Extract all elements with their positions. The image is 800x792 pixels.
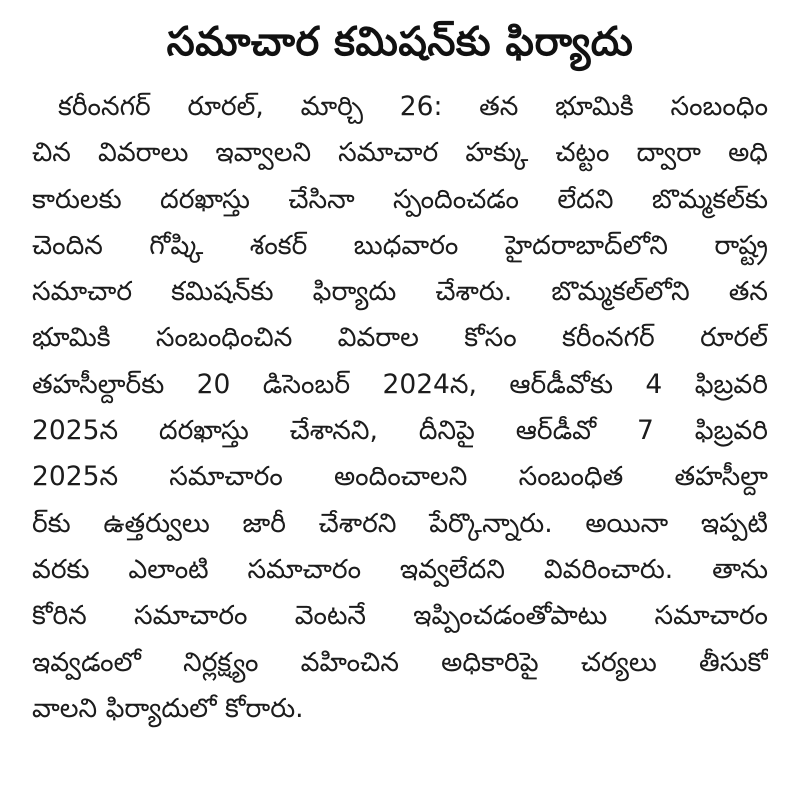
body-line: వాలని ఫిర్యాదులో కోరారు. — [32, 692, 304, 724]
body-line: కరీంనగర్ రూరల్, మార్చి 26: తన భూమికి సంబంధిం — [58, 91, 768, 122]
body-line: 2025న సమాచారం అందించాలని సంబంధిత తహసీల్దా — [32, 461, 768, 493]
body-line: భూమికి సంబంధించిన వివరాల కోసం కరీంనగర్ రూరల్ — [32, 322, 768, 354]
headline: సమాచార కమిషన్‌కు ఫిర్యాదు — [166, 19, 634, 65]
body-line: తహసీల్దార్‌కు 20 డిసెంబర్ 2024న, ఆర్‌డీవోకు 4 ఫిబ్రవరి — [32, 368, 768, 400]
body-line: సమాచార కమిషన్‌కు ఫిర్యాదు చేశారు. బొమ్మకల్‌లోని తన — [32, 276, 768, 308]
body-line: ర్‌కు ఉత్తర్వులు జారీ చేశారని పేర్కొన్నారు. అయినా ఇప్పటి — [32, 507, 768, 539]
body-line: కారులకు దరఖాస్తు చేసినా స్పందించడం లేదని బొమ్మకల్‌కు — [32, 183, 768, 215]
body-line: చెందిన గోష్కి శంకర్ బుధవారం హైదరాబాద్‌లోని రాష్ట్ర — [32, 229, 768, 261]
article-body — [32, 84, 768, 732]
body-line: చిన వివరాలు ఇవ్వాలని సమాచార హక్కు చట్టం ద్వారా అధి — [32, 137, 768, 169]
body-line: వరకు ఎలాంటి సమాచారం ఇవ్వలేదని వివరించారు. తాను — [32, 553, 768, 585]
body-line: 2025న దరఖాస్తు చేశానని, దీనిపై ఆర్‌డీవో 7 ఫిబ్రవరి — [32, 415, 768, 447]
body-line: కోరిన సమాచారం వెంటనే ఇప్పించడంతోపాటు సమాచారం — [32, 600, 768, 632]
body-line: ఇవ్వడంలో నిర్లక్ష్యం వహించిన అధికారిపై చర్యలు తీసుకో — [32, 646, 768, 678]
